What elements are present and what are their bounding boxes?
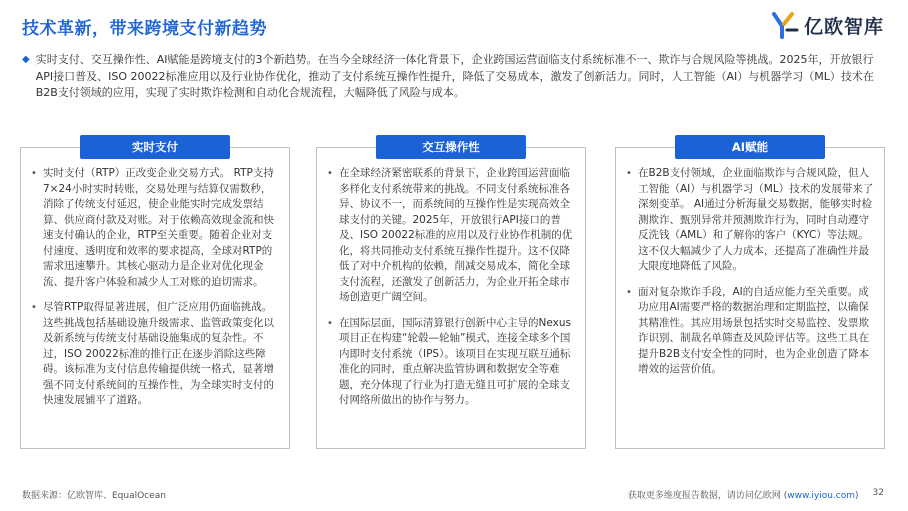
bullet-icon: • bbox=[626, 286, 632, 298]
column-header: 实时支付 bbox=[80, 135, 230, 159]
bullet-icon: • bbox=[327, 317, 333, 329]
column-box bbox=[316, 147, 586, 449]
item-text: 在B2B支付领域，企业面临欺诈与合规风险，但人工智能（AI）与机器学习（ML）技术的发展带来了深刻变革。 AI通过分析海量交易数据，能够实时检测欺诈、甄别异常并预测欺诈行为，同时自动遵守反洗钱（AML）和了解你的客户（KYC）等法规。这不仅大幅减少了人力成本，还提高了准确性并最大限度地降低了风险。 bbox=[638, 167, 874, 272]
item-text: 在国际层面，国际清算银行创新中心主导的Nexus项目正在构建“轮毂—轮轴”模式，连接全球多个国内即时支付系统（IPS）。该项目在实现互联互通标准化的同时，重点解决监管协调和数据安全等难题，充分体现了行业为打造无缝且可扩展的全球支付网络所做出的协作与努力。 bbox=[339, 316, 571, 406]
logo-text: 亿欧智库 bbox=[803, 15, 884, 38]
bullet-icon: • bbox=[31, 302, 37, 313]
item-text: 实时支付（RTP）正改变企业交易方式。 RTP支持7×24小时实时转账，交易处理与结算仅需数秒，消除了传统支付延迟，使企业能实时完成发票结算、供应商付款及对账。对于依赖高效现金流和快速支付确认的企业，RTP至关重要。随着企业对支付速度、透明度和效率的要求提高，全球对RTP的需求迅速攀升。其核心驱动力是企业对优化现金流、提升客户体验和减少人工对账的迫切需求。 bbox=[43, 167, 274, 288]
list-item bbox=[325, 166, 577, 306]
item-text: 尽管RTP取得显著进展，但广泛应用仍面临挑战。这些挑战包括基础设施升级需求、监管政策变化以及新系统与传统支付基础设施集成的复杂性。不过，ISO 20022标准的推行正在逐步消除这些障碍。该标准为支付信息传输提供统一格式，显著增强不同支付系统间的互操作性，为全球实时支付的快速发展铺平了道路。 bbox=[43, 301, 274, 406]
intro-text: 实时支付、交互操作性、AI赋能是跨境支付的3个新趋势。在当今全球经济一体化背景下，企业跨国运营面临支付系统标准不一、欺诈与合规风险等挑战。2025年，开放银行API接口普及、ISO 20022标准应用以及行业协作优化，推动了支付系统互操作性提升，降低了交易成本，激发了创新活力。同时，人工智能（AI）与机器学习（ML）技术在B2B支付领域的应用，实现了实时欺诈检测和自动化合规流程，大幅降低了风险与成本。 bbox=[35, 53, 874, 99]
page-title: 技术革新，带来跨境支付新趋势 bbox=[22, 19, 267, 39]
column-interoperability bbox=[316, 135, 586, 449]
logo-icon bbox=[770, 10, 800, 40]
item-text: 在全球经济紧密联系的背景下，企业跨国运营面临多样化支付系统带来的挑战。不同支付系统标准各异、协议不一，而系统间的互操作性是实现高效全球支付的关键。2025年，开放银行API接口的普及、ISO 20022标准的应用以及行业协作机制的优化，将共同推动支付系统互操作性提升。这不仅降低了对中介机构的依赖，削减交易成本，简化全球支付流程，还激发了创新活力，为企业开拓全球市场创造更广阔空间。 bbox=[339, 167, 573, 303]
item-text: 面对复杂欺诈手段，AI的自适应能力至关重要。成功应用AI需要严格的数据治理和定期监控，以确保其精准性。其应用场景包括实时交易监控、发票欺诈识别、制裁名单筛查及风险评估等。这些工具在提升B2B支付安全性的同时，也为企业创造了降本增效的运营价值。 bbox=[638, 285, 870, 375]
bullet-icon: • bbox=[31, 168, 37, 179]
diamond-bullet-icon: ◆ bbox=[22, 54, 30, 65]
footer-more-suffix: ) bbox=[855, 491, 859, 501]
column-header: 交互操作性 bbox=[376, 135, 526, 159]
column-realtime-payment bbox=[20, 135, 290, 449]
bullet-icon: • bbox=[626, 168, 632, 179]
bullet-icon: • bbox=[327, 168, 333, 179]
column-header: AI赋能 bbox=[675, 135, 825, 159]
list-item bbox=[29, 300, 281, 409]
list-item bbox=[29, 166, 281, 290]
footer-more-text: 获取更多维度报告数据，请访问亿欧网 ( bbox=[627, 491, 788, 501]
column-box bbox=[615, 147, 885, 449]
data-source: 数据来源：亿欧智库、EqualOcean bbox=[22, 491, 166, 501]
website-link[interactable]: www.iyiou.com bbox=[787, 491, 856, 501]
column-ai-enablement bbox=[615, 135, 885, 449]
page-number: 32 bbox=[872, 488, 884, 498]
intro-paragraph bbox=[22, 52, 884, 102]
list-item bbox=[624, 166, 876, 275]
list-item bbox=[325, 316, 577, 409]
footer-more-info bbox=[628, 488, 859, 501]
logo bbox=[770, 10, 884, 40]
footer-right bbox=[628, 488, 884, 501]
list-item bbox=[624, 285, 876, 378]
column-box bbox=[20, 147, 290, 449]
